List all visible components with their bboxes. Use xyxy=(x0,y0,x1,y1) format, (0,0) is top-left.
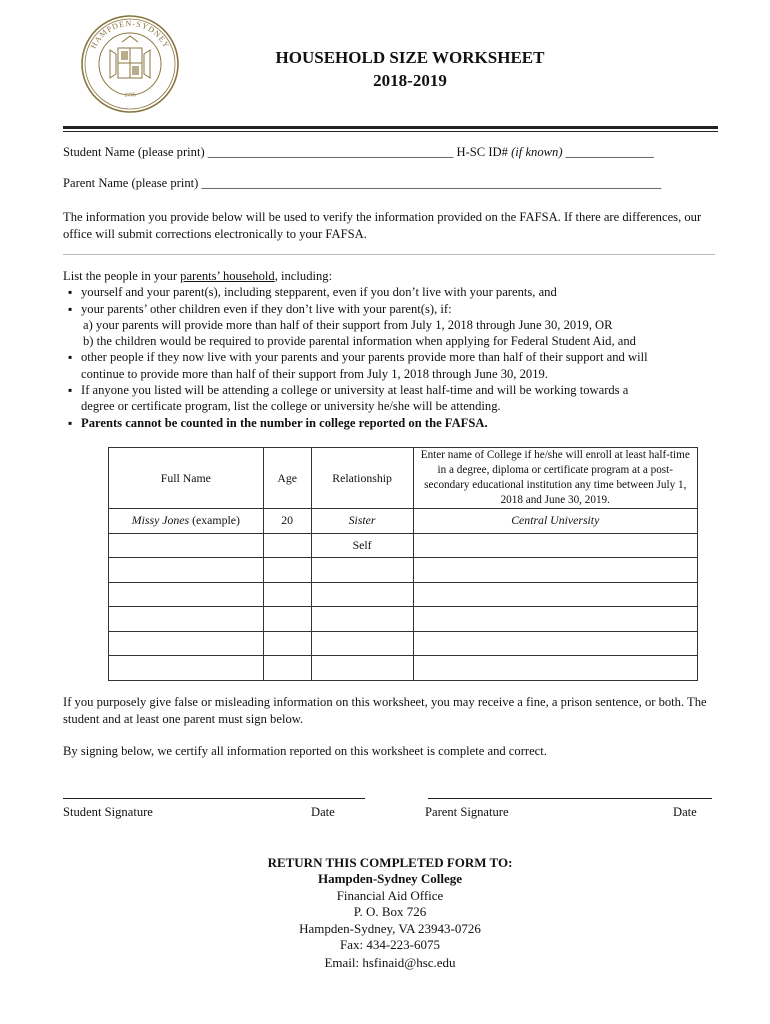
table-row[interactable] xyxy=(109,582,698,607)
table-cell[interactable] xyxy=(413,558,697,583)
seal-year: 1776 xyxy=(123,92,137,99)
table-row[interactable] xyxy=(109,631,698,656)
table-cell[interactable] xyxy=(263,656,311,681)
section-divider xyxy=(63,254,715,255)
svg-text:1776 xyxy=(124,92,136,99)
header-relationship: Relationship xyxy=(311,448,413,509)
table-cell[interactable] xyxy=(413,582,697,607)
return-address xyxy=(200,855,580,972)
table-cell[interactable] xyxy=(311,656,413,681)
table-cell[interactable] xyxy=(413,607,697,632)
table-cell[interactable] xyxy=(109,631,264,656)
table-cell[interactable] xyxy=(413,533,697,558)
header-rule-thin xyxy=(63,131,718,132)
return-college: Hampden-Sydney College xyxy=(317,871,463,887)
worksheet-year: 2018-2019 xyxy=(373,71,447,90)
example-age: 20 xyxy=(263,509,311,534)
household-instructions xyxy=(63,268,723,431)
bullet-college-cont: degree or certificate program, list the college or university he/she will be attending. xyxy=(81,399,501,414)
bullet-other-people: ▪ other people if they now live with your parents and your parents provide more than half of their support and will xyxy=(63,349,723,365)
bullet-other-people-cont: continue to provide more than half of their support from July 1, 2018 through June 30, 2019. xyxy=(81,366,548,381)
hsc-id-note: (if known) xyxy=(511,145,563,159)
return-office: Financial Aid Office xyxy=(336,887,444,903)
table-cell[interactable] xyxy=(109,607,264,632)
return-po-box: P. O. Box 726 xyxy=(353,904,427,920)
table-header-row xyxy=(109,448,698,509)
table-cell[interactable] xyxy=(109,558,264,583)
table-row-self[interactable] xyxy=(109,533,698,558)
svg-text:HAMPDEN-SYDNEY xyxy=(89,19,172,50)
sub-bullet-a: a) your parents will provide more than half of their support from July 1, 2018 through June 30, 2019, OR xyxy=(83,317,613,332)
bullet-parents-note: ▪ Parents cannot be counted in the number in college reported on the FAFSA. xyxy=(63,415,723,431)
table-cell[interactable] xyxy=(263,631,311,656)
student-name-label: Student Name (please print) _______________________________________ H-SC ID# xyxy=(63,145,508,159)
student-signature-line[interactable] xyxy=(63,798,365,799)
return-heading: RETURN THIS COMPLETED FORM TO: xyxy=(267,855,513,870)
header-rule xyxy=(63,126,718,129)
seal-text-top: HAMPDEN-SYDNEY xyxy=(88,18,172,51)
table-cell[interactable] xyxy=(263,582,311,607)
parent-signature-label: Parent Signature xyxy=(425,805,509,819)
table-row[interactable] xyxy=(109,656,698,681)
household-table xyxy=(108,447,698,681)
worksheet-title: HOUSEHOLD SIZE WORKSHEET xyxy=(275,48,545,67)
table-row[interactable] xyxy=(109,607,698,632)
bullet-other-children: ▪ your parents’ other children even if they don’t live with your parent(s), if: xyxy=(63,301,723,317)
list-intro: List the people in your parents’ household, including: xyxy=(63,269,333,283)
intro-paragraph: The information you provide below will be used to verify the information provided on the FAFSA. If there are differences, our office will submit corrections electronically to your FAFSA. xyxy=(63,210,702,241)
return-email: Email: hsfinaid@hsc.edu xyxy=(324,955,456,971)
certify-statement: By signing below, we certify all information reported on this worksheet is complete and correct. xyxy=(63,744,547,758)
sub-bullet-b: b) the children would be required to provide parental information when applying for Federal Student Aid, and xyxy=(83,334,636,349)
table-cell[interactable] xyxy=(109,582,264,607)
header-age: Age xyxy=(263,448,311,509)
student-name-field[interactable] xyxy=(63,145,718,160)
table-cell[interactable] xyxy=(311,607,413,632)
table-cell[interactable] xyxy=(413,656,697,681)
example-relationship: Sister xyxy=(311,509,413,534)
parent-name-field[interactable]: Parent Name (please print) _________________________________________________________________________ xyxy=(63,176,662,190)
example-name: Missy Jones (example) xyxy=(109,509,264,534)
table-cell[interactable] xyxy=(311,558,413,583)
return-city: Hampden-Sydney, VA 23943-0726 xyxy=(299,920,481,936)
bullet-yourself: ▪ yourself and your parent(s), including stepparent, even if you don’t live with your parents, and xyxy=(63,284,723,300)
warning-paragraph: If you purposely give false or misleading information on this worksheet, you may receive a fine, a prison sentence, or both. The student and at least one parent must sign below. xyxy=(63,695,707,726)
table-cell[interactable] xyxy=(109,656,264,681)
header-college: Enter name of College if he/she will enroll at least half-time in a degree, diploma or certificate program at a post-secondary educational institution any time between July 1, 2018 and June 30, 2019. xyxy=(413,448,697,509)
table-cell[interactable] xyxy=(109,533,264,558)
parent-date-label: Date xyxy=(673,805,697,819)
return-fax: Fax: 434-223-6075 xyxy=(339,937,441,953)
table-cell[interactable] xyxy=(263,607,311,632)
header-full-name: Full Name xyxy=(109,448,264,509)
table-row[interactable] xyxy=(109,558,698,583)
table-cell[interactable] xyxy=(413,631,697,656)
student-signature-label: Student Signature xyxy=(63,805,153,819)
table-cell[interactable] xyxy=(263,558,311,583)
table-cell[interactable] xyxy=(311,631,413,656)
bullet-college: ▪ If anyone you listed will be attending a college or university at least half-time and will be working towards a xyxy=(63,382,723,398)
hsc-id-blank[interactable]: ______________ xyxy=(562,145,654,159)
college-seal-logo xyxy=(80,14,180,114)
parent-signature-line[interactable] xyxy=(428,798,712,799)
student-date-label: Date xyxy=(311,805,335,819)
self-relationship: Self xyxy=(311,533,413,558)
example-college: Central University xyxy=(413,509,697,534)
table-row-example xyxy=(109,509,698,534)
table-cell[interactable] xyxy=(263,533,311,558)
table-cell[interactable] xyxy=(311,582,413,607)
